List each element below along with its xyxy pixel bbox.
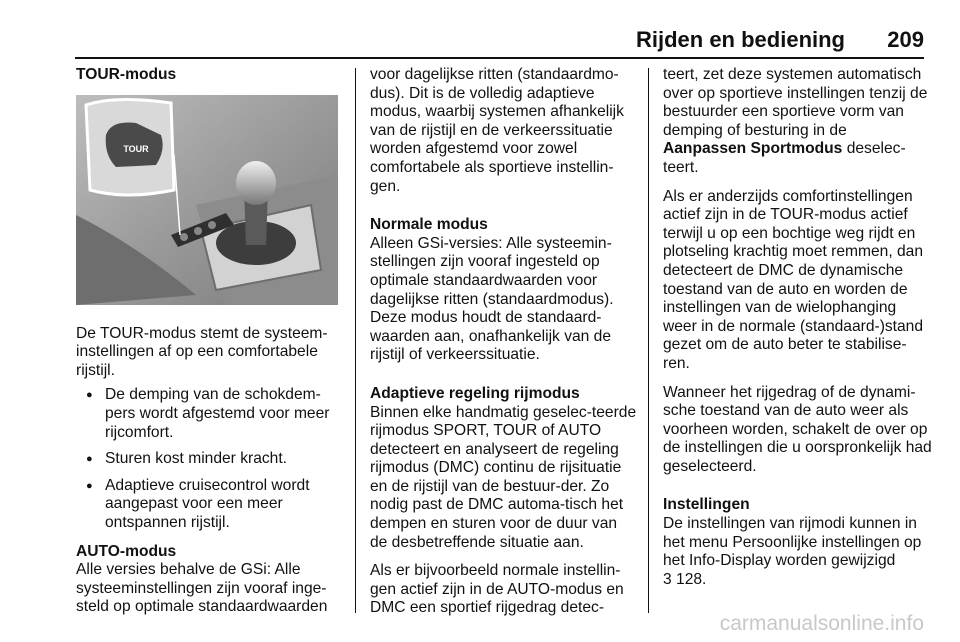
tour-bullet-list xyxy=(76,386,344,532)
column-divider xyxy=(355,68,356,613)
page-reference-arrow-icon: 3 xyxy=(663,570,672,588)
heading-instellingen: Instellingen xyxy=(663,496,750,514)
heading-normale-modus: Normale modus xyxy=(370,216,488,234)
tour-intro-text: De TOUR-modus stemt de systeem-instellingen af op een comfortabele rijstijl. xyxy=(76,324,328,379)
paragraph-2: Als er anderzijds comfortinstellingen actief zijn in de TOUR-modus actief terwijl u op een bochtige weg rijdt en plotseling krachtig moet remmen, dan detecteert de DMC de dynamische toestand van de auto en worden de instellingen van de wielophanging weer in de normale (standaard-)stand gezet om de auto beter te stabilise-ren. xyxy=(663,187,924,372)
paragraph-3: Wanneer het rijgedrag of de dynami-sche toestand van de auto weer als voorheen worden, schakelt de over op de instellingen die u oorspronkelijk had geselecteerd. xyxy=(663,383,932,475)
column-divider xyxy=(648,68,649,613)
page-header xyxy=(0,0,960,60)
heading-tour-modus: TOUR-modus xyxy=(76,66,177,83)
page-number: 209 xyxy=(887,27,924,52)
instellingen-body: De instellingen van rijmodi kunnen in het menu Persoonlijke instellingen op het Info-Display worden gewijzigd xyxy=(663,515,922,570)
example-text: Als er bijvoorbeeld normale instellin-gen actief zijn in de AUTO-modus en DMC een sportief rijgedrag detec- xyxy=(370,562,624,617)
watermark: carmanualsonline.info xyxy=(719,612,924,635)
continued-text: voor dagelijkse ritten (standaardmo-dus). Dit is de volledig adaptieve modus, waarbij systemen afhankelijk van de rijstijl en de verkeerssituatie worden afgestemd voor zowel comfortabele als sportieve instellin-gen. xyxy=(370,66,624,195)
normaal-text: Alleen GSi-versies: Alle systeemin-stellingen zijn vooraf ingesteld op optimale standaardwaarden voor dagelijkse ritten (standaardmodus). Deze modus houdt de standaard-waarden aan, onafhankelijk van de rijstijl of verkeerssituatie. xyxy=(370,234,614,364)
auto-text: Alle versies behalve de GSi: Alle systeeminstellingen zijn vooraf inge-steld op optimale standaardwaarden xyxy=(76,561,328,616)
aanpassen-sportmodus-label: Aanpassen Sportmodus xyxy=(663,140,843,158)
section-title: Rijden en bediening xyxy=(635,27,845,52)
column-2 xyxy=(370,66,638,618)
tour-button-label: TOUR xyxy=(123,143,149,154)
paragraph-1-start: teert, zet deze systemen automatisch over op sportieve instellingen tenzij de bestuurder een sportieve vorm van demping of besturing in de xyxy=(663,66,928,139)
header-rule xyxy=(75,57,924,59)
gear-console-illustration xyxy=(76,95,338,305)
instellingen-text xyxy=(663,515,933,589)
list-item: ● Adaptieve cruisecontrol wordt aangepast voor een meer ontspannen rijstijl. xyxy=(76,477,344,533)
tour-button-photo xyxy=(76,95,338,305)
heading-adaptieve-regeling: Adaptieve regeling rijmodus xyxy=(370,384,580,402)
paragraph-1 xyxy=(663,66,933,178)
list-item: ● Sturen kost minder kracht. xyxy=(76,450,344,469)
column-1 xyxy=(76,66,344,617)
paragraph-1-end: deselec-teert. xyxy=(663,140,906,176)
heading-auto-modus: AUTO-modus xyxy=(76,542,177,560)
adaptive-text: Binnen elke handmatig geselec-teerde rijmodus SPORT, TOUR of AUTO detecteert en analyseert de regeling rijmodus (DMC) continu de rijsituatie en de rijstijl van de bestuur-der. Zo nodig past de DMC automa-tisch het dempen en sturen voor de duur van de desbetreffende situatie aan. xyxy=(370,403,637,551)
list-item: ● De demping van de schokdem-pers wordt afgestemd voor meer rijcomfort. xyxy=(76,386,344,442)
column-3 xyxy=(663,66,933,589)
page-reference[interactable]: 128. xyxy=(671,570,707,588)
